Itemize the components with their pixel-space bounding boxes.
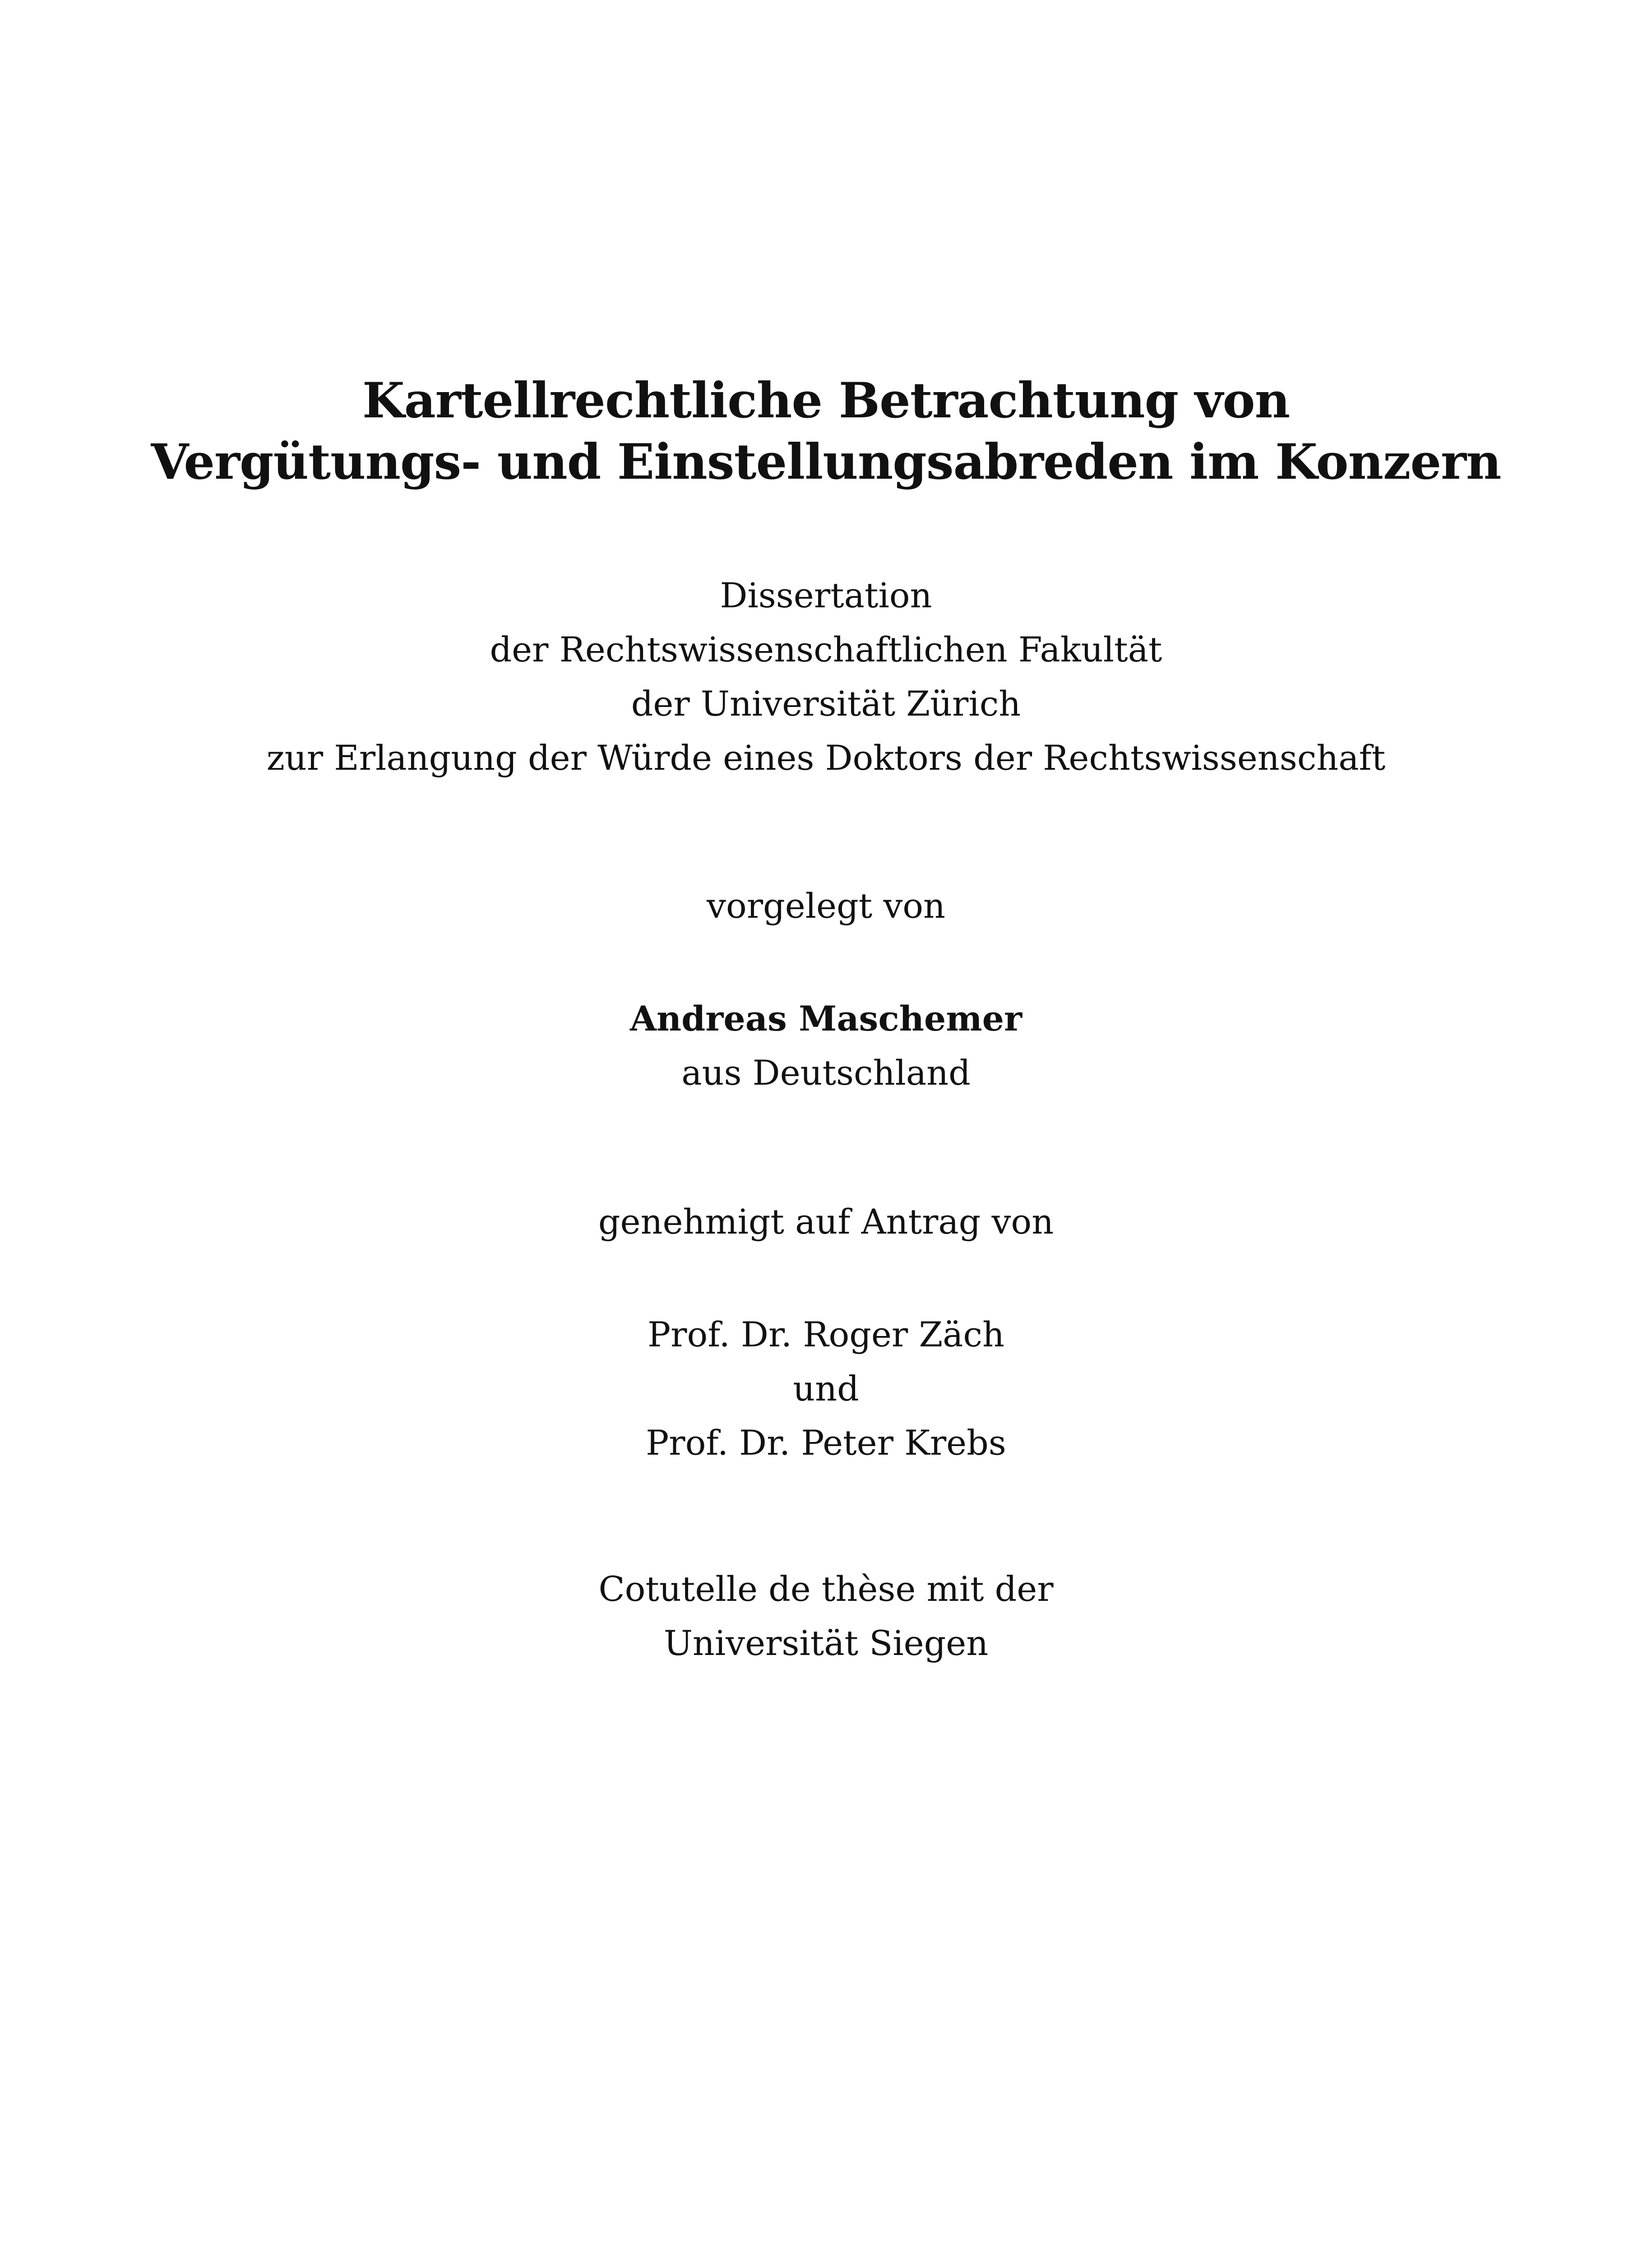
submitted-by-label: vorgelegt von — [707, 886, 945, 926]
advisor-conjunction: und — [793, 1368, 859, 1409]
approval-label: genehmigt auf Antrag von — [598, 1202, 1054, 1242]
dissertation-line-4: zur Erlangung der Würde eines Doktors der Rechtswissenschaft — [266, 738, 1386, 778]
document-title — [0, 370, 1652, 493]
cotutelle-section — [0, 1562, 1652, 1670]
approval-section — [0, 1195, 1652, 1249]
cotutelle-line-2: Universität Siegen — [663, 1623, 989, 1663]
cotutelle-line-1: Cotutelle de thèse mit der — [598, 1569, 1054, 1609]
advisor-first: Prof. Dr. Roger Zäch — [648, 1314, 1004, 1355]
title-line-1: Kartellrechtliche Betrachtung von — [362, 372, 1290, 429]
title-line-2: Vergütungs- und Einstellungsabreden im Konzern — [151, 434, 1501, 490]
author-section — [0, 992, 1652, 1100]
author-name: Andreas Maschemer — [629, 999, 1023, 1039]
dissertation-line-3: der Universität Zürich — [631, 684, 1021, 724]
submitted-by-section — [0, 879, 1652, 933]
dissertation-statement — [0, 569, 1652, 785]
dissertation-line-2: der Rechtswissenschaftlichen Fakultät — [490, 629, 1162, 670]
advisors-section — [0, 1308, 1652, 1470]
author-origin: aus Deutschland — [681, 1053, 971, 1093]
dissertation-line-1: Dissertation — [720, 575, 932, 615]
advisor-second: Prof. Dr. Peter Krebs — [646, 1423, 1006, 1463]
